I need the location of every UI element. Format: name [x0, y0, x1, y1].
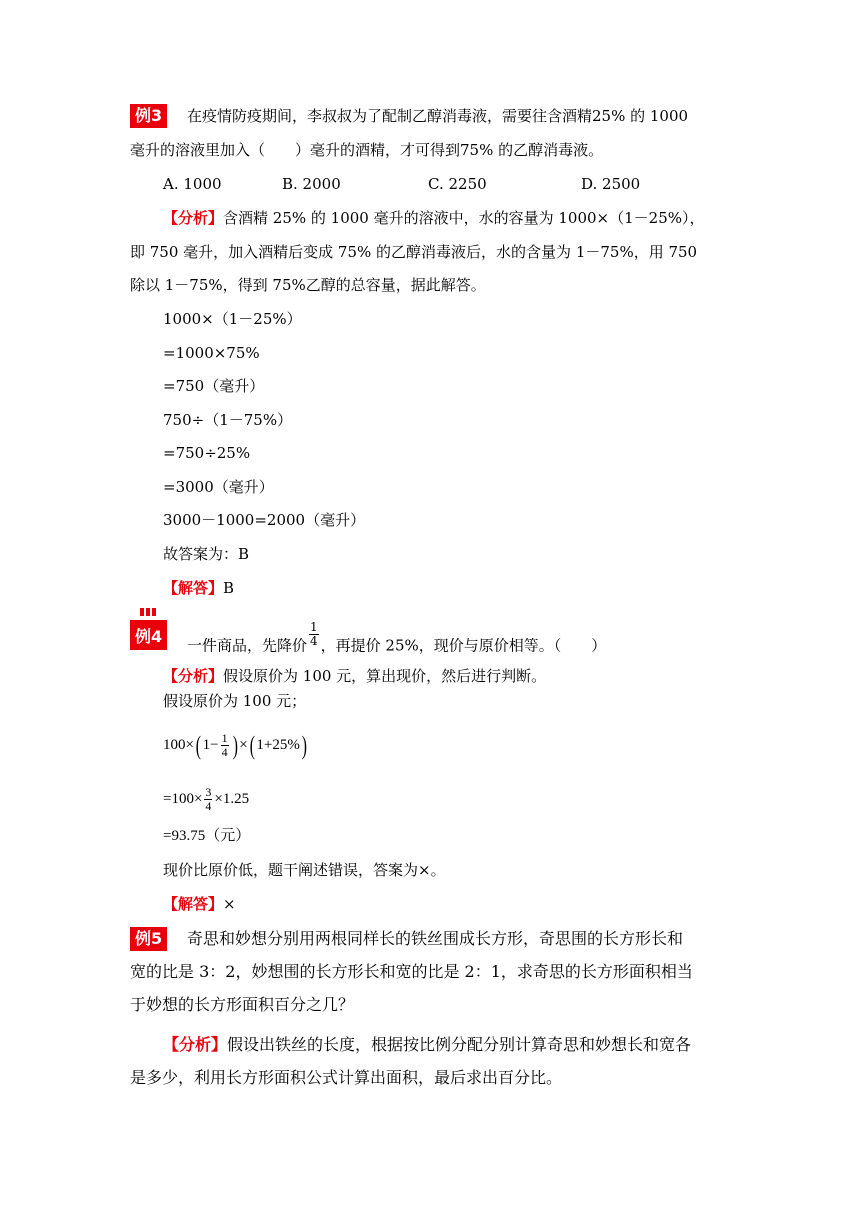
example-4-label: 例4 — [130, 620, 167, 650]
ex5-analysis-line-2: 是多少，利用长方形面积公式计算出面积，最后求出百分比。 — [130, 1068, 563, 1087]
ex4-calc1-frac-den: 4 — [221, 745, 228, 759]
ex4-answer-value: × — [223, 895, 236, 913]
ex5-analysis-text-1: 假设出铁丝的长度，根据按比例分配分别计算奇思和妙想长和宽各 — [227, 1035, 692, 1054]
ex4-calc2-b: ×1.25 — [214, 790, 250, 807]
ex3-step-3: =750（毫升） — [163, 377, 265, 395]
ex4-calc2-frac-num: 3 — [205, 785, 212, 799]
ex4-calc2-fraction — [204, 786, 212, 813]
ex4-question-pre: 一件商品，先降价 — [187, 636, 308, 655]
ex4-question-fraction — [309, 621, 319, 648]
ex3-question-line-1: 在疫情防疫期间，李叔叔为了配制乙醇消毒液，需要往含酒精25% 的 1000 — [187, 107, 689, 125]
ex5-question-line-1: 奇思和妙想分别用两根同样长的铁丝围成长方形，奇思围的长方形长和 — [187, 929, 684, 948]
ex3-step-7: 3000－1000=2000（毫升） — [163, 511, 366, 529]
ex4-calc1-c: × — [239, 736, 248, 753]
ex5-analysis-tag: 【分析】 — [163, 1035, 228, 1054]
ex3-question-line-2: 毫升的溶液里加入（ ）毫升的酒精，才可得到75% 的乙醇消毒液。 — [130, 141, 604, 159]
ex3-analysis-line-3: 除以 1－75%，得到 75%乙醇的总容量，据此解答。 — [130, 276, 486, 294]
ex3-analysis-line-2: 即 750 毫升，加入酒精后变成 75% 的乙醇消毒液后，水的含量为 1－75%，用 750 — [130, 243, 698, 261]
ex3-option-a: A. 1000 — [163, 175, 222, 193]
ex4-analysis-line — [163, 666, 546, 686]
ex4-calc-line-3: =93.75（元） — [163, 828, 251, 844]
ex4-calc2-frac-den: 4 — [205, 799, 212, 813]
ex4-calc1-fraction — [221, 732, 229, 759]
ex3-option-c: C. 2250 — [428, 175, 487, 193]
ex3-answer-tag: 【解答】 — [163, 579, 224, 597]
ex4-calc-line-2 — [163, 786, 249, 813]
ex4-badge-stripes — [140, 608, 156, 616]
ex4-calc1-b: 1− — [202, 736, 219, 753]
ex4-analysis-tag: 【分析】 — [163, 667, 224, 685]
ex3-analysis-text-1: 含酒精 25% 的 1000 毫升的溶液中，水的容量为 1000×（1－25%）， — [223, 209, 705, 227]
example-3-label: 例3 — [130, 104, 167, 128]
ex4-assume: 假设原价为 100 元； — [163, 692, 307, 710]
ex4-answer-tag: 【解答】 — [163, 895, 224, 913]
ex3-option-d: D. 2500 — [581, 175, 641, 193]
ex3-step-8: 故答案为：B — [163, 545, 250, 563]
ex3-step-2: =1000×75% — [163, 344, 260, 362]
ex3-answer-line — [163, 578, 234, 598]
ex4-calc-line-1: 100×( 1− $\frac{1}{4}$ ) ×( 1+25%) — [163, 730, 307, 760]
ex5-question-line-3: 于妙想的长方形面积百分之几？ — [130, 995, 355, 1014]
ex4-conclusion: 现价比原价低，题干阐述错误，答案为×。 — [163, 861, 446, 879]
ex5-question-line-2: 宽的比是 3：2，妙想围的长方形长和宽的比是 2：1，求奇思的长方形面积相当 — [130, 962, 693, 981]
ex4-question-post: ，再提价 25%，现价与原价相等。（ ） — [320, 636, 607, 655]
ex4-calc2-a: =100× — [163, 790, 203, 807]
ex3-answer-value: B — [223, 579, 235, 597]
ex3-step-4: 750÷（1－75%） — [163, 411, 293, 429]
ex3-analysis-tag: 【分析】 — [163, 209, 224, 227]
ex4-calc1-a: 100× — [163, 736, 194, 753]
ex4-calc1-frac-num: 1 — [221, 731, 228, 745]
ex4-answer-line — [163, 894, 236, 914]
ex4-question — [187, 620, 607, 660]
ex3-step-6: =3000（毫升） — [163, 478, 274, 496]
ex3-option-b: B. 2000 — [282, 175, 341, 193]
ex3-step-5: =750÷25% — [163, 444, 251, 462]
ex3-step-1: 1000×（1－25%） — [163, 310, 302, 328]
ex3-analysis-line-1 — [163, 208, 705, 228]
ex5-analysis-line-1 — [163, 1035, 691, 1055]
ex4-calc1-d: 1+25% — [256, 736, 300, 753]
example-5-label: 例5 — [130, 927, 167, 951]
ex4-analysis-text: 假设原价为 100 元，算出现价，然后进行判断。 — [223, 667, 547, 685]
ex4-frac-numerator: 1 — [310, 620, 318, 634]
ex4-frac-denominator: 4 — [310, 634, 318, 648]
